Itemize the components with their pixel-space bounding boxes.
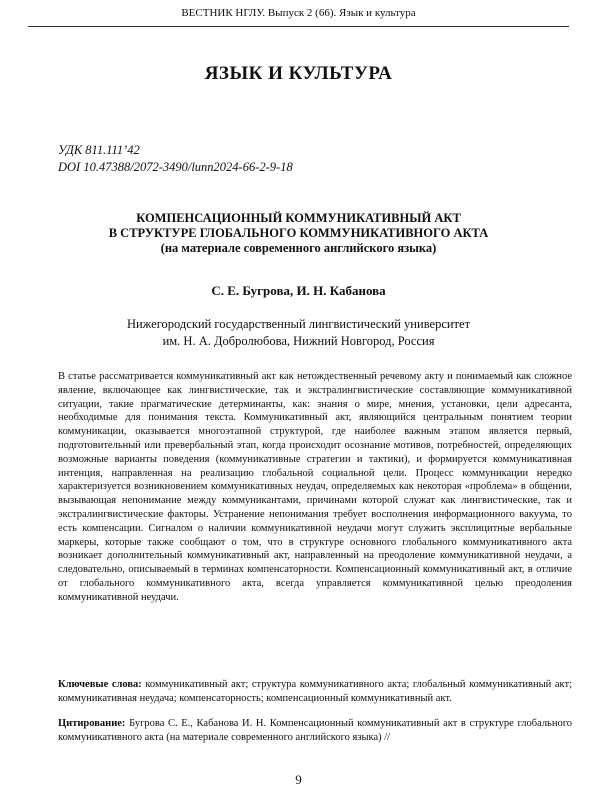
page-number: 9 [295, 772, 302, 787]
abstract: В статье рассматривается коммуникативный акт как нетождественный речевому акту и понимаемый как сложное явление, включающее как лингвистические, так и экстралингвистические составляющие коммуникативной ситуации, такие прагматические детерминанты, как: знания о мире, мнения, установки, цели адресанта, необходимые для понимания текста. Коммуникативный акт, являющийся центральным понятием теории коммуникации, оказывается многоэтапной структурой, где наиболее важным этапом является первый, подготовительный или превербальный этап, когда происходит осознание мотивов, потребностей, определяющих возможные варианты поведения (коммуникативные стратегии и тактики), и формируется коммуникативная интенция, направленная на реализацию глобальной социальной цели. Процесс коммуникации нередко характеризуется возникновением коммуникативных неудач, определяемых как некоторая «проблема» в общении, вызывающая непонимание между коммуникантами, причинами которой служат как лингвистические, так и экстралингвистические факторы. Устранение непонимания требует восполнения информационного вакуума, то есть компенсации. Сигналом о наличии коммуникативной неудачи могут служить эксплицитные вербальные маркеры, которые также сообщают о том, что в структуре основного глобального коммуникативного акта возникает дополнительный коммуникативный акт, направленный на преодоление коммуникативной неудачи, а следовательно, описываемый в терминах компенсаторности. Компенсационный коммуникативный акт, в отличие от глобального коммуникативного акта, всегда управляется коммуникативной целью преодоления коммуникативной неудачи. [58, 371, 572, 603]
section-title: ЯЗЫК И КУЛЬТУРА [204, 63, 393, 84]
doi-code: DOI 10.47388/2072-3490/lunn2024-66-2-9-18 [58, 160, 293, 174]
article-title [40, 211, 557, 256]
keywords-label: Ключевые слова: [58, 679, 142, 690]
article-codes [58, 142, 293, 176]
authors: С. Е. Бугрова, И. Н. Кабанова [211, 283, 386, 298]
udk-code: УДК 811.111’42 [58, 143, 140, 157]
keywords-paragraph [58, 678, 572, 706]
running-head: ВЕСТНИК НГЛУ. Выпуск 2 (66). Язык и культура [181, 7, 416, 19]
citation-paragraph [58, 717, 572, 745]
article-title-line-1: КОМПЕНСАЦИОННЫЙ КОММУНИКАТИВНЫЙ АКТ [136, 211, 461, 225]
article-subtitle: (на материале современного английского языка) [160, 241, 437, 255]
affiliation-line-2: им. Н. А. Добролюбова, Нижний Новгород, Россия [162, 334, 435, 348]
article-title-line-2: В СТРУКТУРЕ ГЛОБАЛЬНОГО КОММУНИКАТИВНОГО АКТА [108, 226, 489, 240]
affiliation [40, 316, 557, 350]
header-divider [28, 26, 569, 27]
citation-label: Цитирование: [58, 718, 126, 729]
citation-text: Бугрова С. Е., Кабанова И. Н. Компенсационный коммуникативный акт в структуре глобального коммуникативного акта (на материале современного английского языка) // [58, 718, 573, 743]
affiliation-line-1: Нижегородский государственный лингвистический университет [126, 317, 471, 331]
keywords-text: коммуникативный акт; структура коммуникативного акта; глобальный коммуникативный акт; коммуникативная неудача; компенсаторность; компенсационный коммуникативный акт. [58, 679, 572, 704]
